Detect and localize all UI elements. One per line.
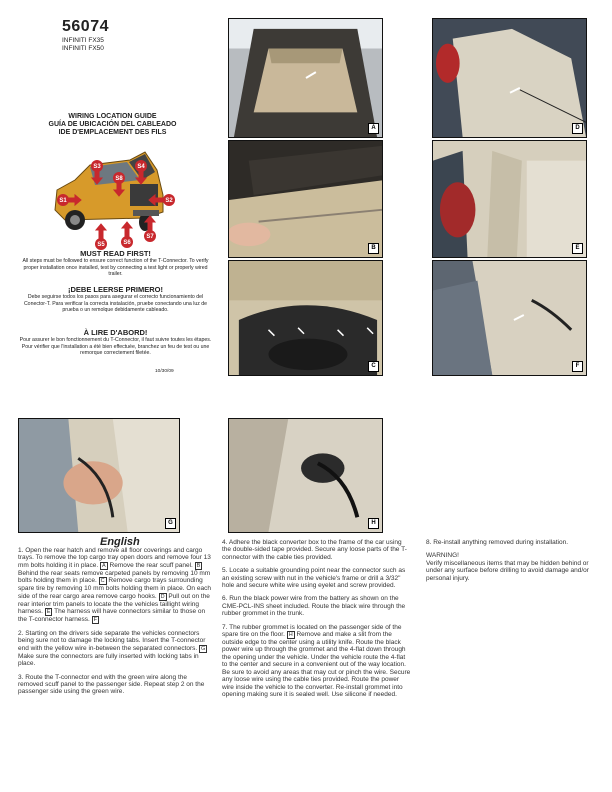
photo-c	[228, 260, 383, 376]
ref-h: H	[288, 632, 293, 639]
instructions-col-2	[222, 539, 412, 704]
photo-label-h: H	[368, 518, 379, 529]
photo-label-g: G	[165, 518, 176, 529]
step-8: 8. Re-install anything removed during installation.	[426, 539, 568, 546]
instructions-col-3	[426, 539, 596, 582]
step-5: 5. Locate a suitable grounding point near the connector such as an existing screw with nut in the vehicle's frame or drill a 3/32" hole and secure white wire using eyelet and screw provided.	[222, 567, 406, 590]
ref-c: C	[100, 578, 105, 585]
label-s3: S3	[93, 164, 101, 170]
photo-f	[432, 260, 587, 376]
notice-body-en: All steps must be followed to ensure correct function of the T-Connector. To verify proper installation once installed, test by connecting a test light or properly wired trailer.	[22, 258, 209, 278]
warning-text: Verify miscellaneous items that may be hidden behind or under any surface before drilling to avoid damage and/or personal injury.	[426, 559, 589, 582]
notice-english	[18, 249, 213, 278]
guide-title-en: WIRING LOCATION GUIDE	[68, 113, 157, 120]
model-fx35: INFINITI FX35	[62, 37, 104, 44]
notice-body-es: Debe seguirse todos los pasos para asegurar el correcto funcionamiento del Conector-T. Para verificar la correcta instalación, pruebe conectando una luz de prueba o un remolque debidamente cableado.	[23, 294, 208, 314]
language-heading: English	[100, 536, 140, 548]
ref-e: E	[46, 609, 51, 616]
photo-g	[18, 418, 180, 533]
revision-date: 10/30/09	[155, 369, 174, 374]
notice-spanish	[18, 285, 213, 314]
photo-a	[228, 18, 383, 138]
label-s5: S5	[97, 242, 105, 248]
step-7: 7. The rubber grommet is located on the passenger side of the spare tire on the floor. H Remove and make a slit from the outside edge to the center using a utility knife. Route the black power wire up through the grommet and the 4-flat down through the opening under the vehicle. Under the vehicle route the 4-flat to the center and secure in a convenient out of the way location. Be sure to avoid any areas that may cut or pinch the wire. Secure any loose wire using the cable ties provided. Route the power wire inside the vehicle to the converter. Re-install grommet into opening making sure it is sealed well. Use silicone if needed.	[222, 623, 411, 698]
label-s8: S8	[115, 176, 123, 182]
step-2: 2. Starting on the drivers side separate the vehicles connectors being sure not to damage the locking tabs. Insert the T-connector end with the yellow wire in-between the separated connectors. G Make sure the connectors are fully inserted with locking tabs in place.	[18, 630, 206, 668]
guide-title-fr: IDE D'EMPLACEMENT DES FILS	[58, 129, 167, 136]
photo-label-e: E	[572, 243, 583, 254]
photo-d	[432, 18, 587, 138]
ref-a: A	[102, 562, 106, 569]
photo-label-b: B	[368, 243, 379, 254]
notice-heading-es: ¡DEBE LEERSE PRIMERO!	[67, 285, 163, 294]
notice-heading-fr: À LIRE D'ABORD!	[83, 328, 148, 337]
guide-title-es: GUÍA DE UBICACIÓN DEL CABLEADO	[48, 121, 177, 128]
ref-d: D	[160, 593, 165, 600]
label-s1: S1	[59, 198, 67, 204]
label-s2: S2	[165, 198, 173, 204]
notice-french	[18, 328, 213, 357]
wiring-location-diagram	[45, 140, 180, 250]
step-6: 6. Run the black power wire from the battery as shown on the CME-PCL-INS sheet included. Route the black wire through the rubber grommet in the trunk.	[222, 595, 406, 618]
label-s4: S4	[137, 164, 145, 170]
photo-e	[432, 140, 587, 258]
ref-f: F	[93, 617, 97, 624]
photo-label-c: C	[368, 361, 379, 372]
part-number: 56074	[62, 18, 109, 35]
label-s6: S6	[123, 240, 131, 246]
photo-h	[228, 418, 383, 533]
step-3: 3. Route the T-connector end with the green wire along the removed scuff panel to the passenger side. Repeat step 2 on the passenger side using the green wire.	[18, 673, 205, 696]
step-1: 1. Open the rear hatch and remove all floor coverings and cargo trays. To remove the top cargo tray open doors and remove four 13 mm bolts holding it in place. A Remove the rear scuff panel. BBehind the rear seats remove carpeted panels by removing 10 mm bolts holding them in place. C Remove cargo trays surrounding spare tire by removing 10 mm bolts holding them in place. On each side of the rear cargo area remove cargo hooks. D Pull out on the rear interior trim panels to locate the the vehicles taillight wiring harness. E The harness will have connectors similar to those on the T-connector harness. F	[18, 547, 211, 624]
photo-b	[228, 140, 383, 258]
warning-title: WARNING!	[426, 552, 459, 560]
notice-heading-en: MUST READ FIRST!	[80, 249, 151, 258]
photo-label-a: A	[368, 123, 379, 134]
instructions-col-1	[18, 547, 213, 702]
ref-g: G	[201, 645, 206, 652]
photo-label-d: D	[572, 123, 583, 134]
model-fx50: INFINITI FX50	[62, 45, 104, 52]
notice-body-fr: Pour assurer le bon fonctionnement du T-Connector, il faut suivre toutes les étapes. Pour vérifier que l'installation a été bien effectuée, branchez un feu de test ou une remorque correctement filetée.	[19, 337, 212, 357]
ref-b: B	[196, 562, 201, 569]
photo-label-f: F	[572, 361, 583, 372]
label-s7: S7	[146, 234, 154, 240]
step-4: 4. Adhere the black converter box to the frame of the car using the double-sided tape provided. Secure any loose parts of the T-connector with the cable ties provided.	[222, 539, 407, 561]
